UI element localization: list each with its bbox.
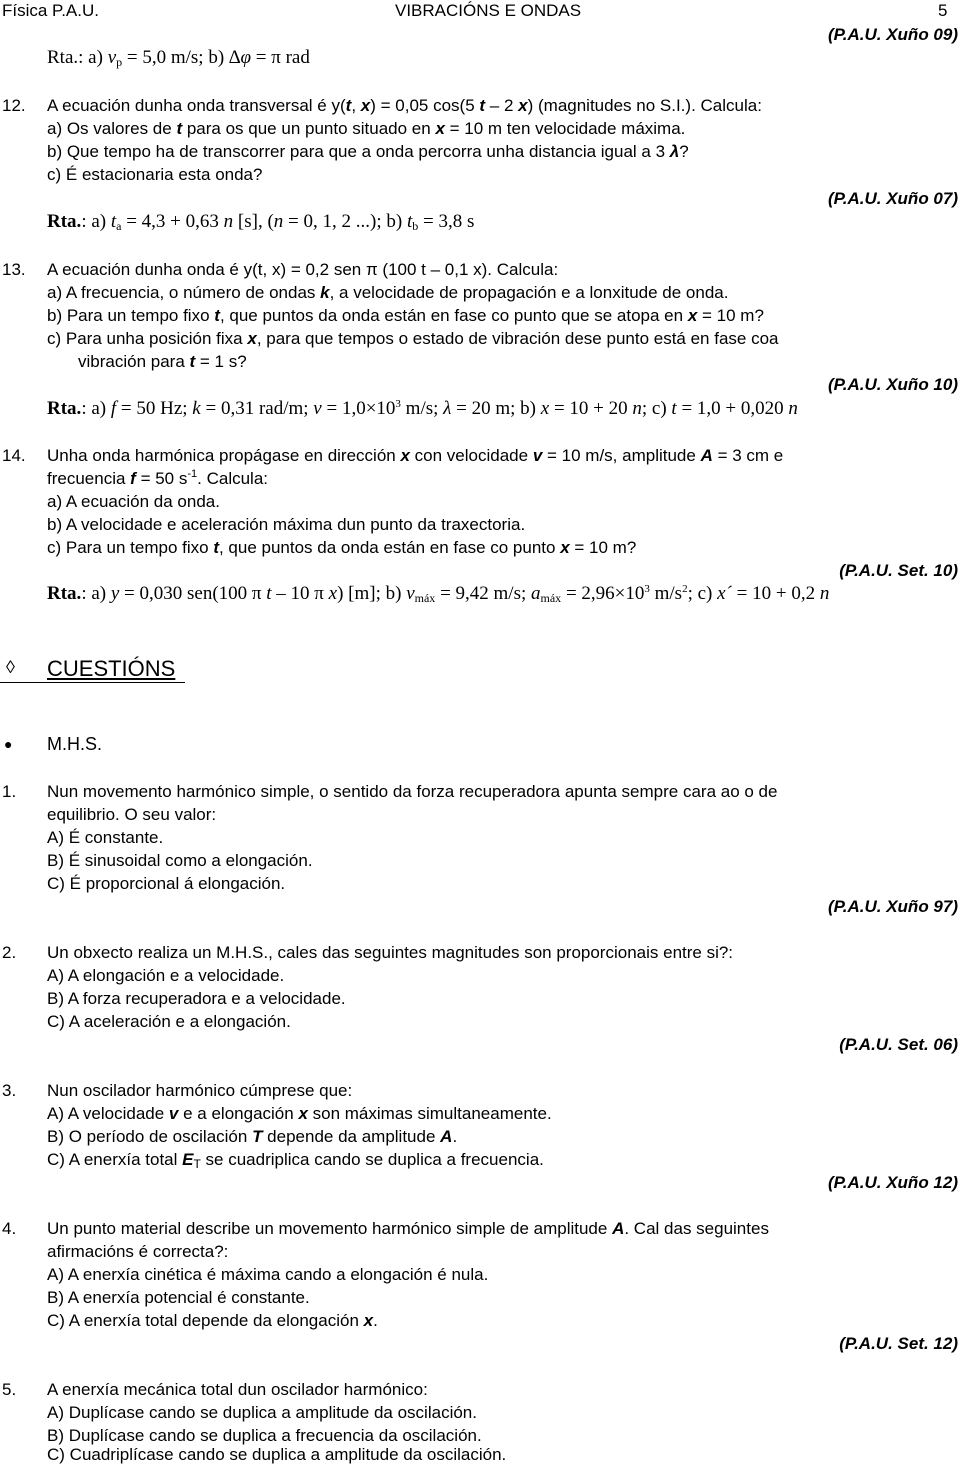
answer-q11: Rta.: a) $v_p = 5,0$ m/s; b) ∆φ = π rad xyxy=(47,47,310,69)
c4-statement: Un punto material describe un movemento harmónico simple de amplitude A. Cal das seguintes xyxy=(47,1219,769,1238)
q14-statement-cont: frecuencia f = 50 $s^{-1}$. Calcula: xyxy=(47,468,269,488)
source-c1: (P.A.U. Xuño 97) xyxy=(827,897,958,916)
header-left: Física P.A.U. xyxy=(2,1,99,20)
q12-part-c: c) É estacionaria esta onda? xyxy=(47,165,263,184)
header-center: VIBRACIÓNS E ONDAS xyxy=(395,1,582,20)
source-q11: (P.A.U. Xuño 09) xyxy=(827,25,958,44)
c3-option-c: C) A enerxía total $E_T$ se cuadriplica cando se duplica a frecuencia. xyxy=(47,1150,544,1171)
c5-statement: A enerxía mecánica total dun oscilador harmónico: xyxy=(47,1380,428,1399)
answer-q12: Rta.: a) $t_a = 4,3 + 0,63$ n [s], (n = 0, 1, 2 ...); b) $t_b = 3,8$ s xyxy=(47,211,475,233)
q13-statement: A ecuación dunha onda é y(t, x) = 0,2 sen π (100 t – 0,1 x). Calcula: xyxy=(47,260,559,279)
cuestions-title: CUESTIÓNS xyxy=(47,656,176,681)
c2-number: 2. xyxy=(2,943,17,962)
source-q14: (P.A.U. Set. 10) xyxy=(839,561,958,580)
c2-option-b: B) A forza recuperadora e a velocidade. xyxy=(47,989,346,1008)
c5-option-c: C) Cuadriplícase cando se duplica a amplitude da oscilación. xyxy=(47,1445,507,1464)
source-c4: (P.A.U. Set. 12) xyxy=(839,1334,958,1353)
c3-option-b: B) O período de oscilación T depende da amplitude A. xyxy=(47,1127,458,1146)
c2-option-a: A) A elongación e a velocidade. xyxy=(47,966,285,985)
q12-statement: A ecuación dunha onda transversal é y(t, x) = 0,05 cos(5 t – 2 x) (magnitudes no S.I.). Calcula: xyxy=(47,96,762,115)
c4-statement-cont: afirmacións é correcta?: xyxy=(47,1242,229,1261)
q13-part-a: a) A frecuencia, o número de ondas k, a velocidade de propagación e a lonxitude de onda. xyxy=(47,283,729,302)
q12-part-b: b) Que tempo ha de transcorrer para que a onda percorra unha distancia igual a 3 λ? xyxy=(47,142,689,161)
q12-part-a: a) Os valores de t para os que un punto situado en x = 10 m ten velocidade máxima. xyxy=(47,119,686,138)
c5-option-b: B) Duplícase cando se duplica a frecuencia da oscilación. xyxy=(47,1426,482,1445)
c4-option-b: B) A enerxía potencial é constante. xyxy=(47,1288,310,1307)
q13-part-c: c) Para unha posición fixa x, para que tempos o estado de vibración dese punto está en fase coa xyxy=(47,329,779,348)
q13-part-b: b) Para un tempo fixo t, que puntos da onda están en fase co punto que se atopa en x = 10 m? xyxy=(47,306,764,325)
q14-part-a: a) A ecuación da onda. xyxy=(47,492,220,511)
c1-option-b: B) É sinusoidal como a elongación. xyxy=(47,851,313,870)
cuestions-heading xyxy=(0,656,185,683)
answer-q13: Rta.: a) f = 50 Hz; k = 0,31 rad/m; $v = 1,0\times 10^3$ m/s; λ = 20 m; b) x = 10 + 20 n; c) t = 1,0 + 0,020 n xyxy=(47,398,798,419)
c4-option-a: A) A enerxía cinética é máxima cando a elongación é nula. xyxy=(47,1265,489,1284)
q14-number: 14. xyxy=(2,446,26,465)
c1-statement: Nun movemento harmónico simple, o sentido da forza recuperadora apunta sempre cara ao o de xyxy=(47,782,778,801)
c3-number: 3. xyxy=(2,1081,17,1100)
page-number: 5 xyxy=(938,1,948,20)
bullet-icon: ● xyxy=(4,736,13,752)
answer-q14: Rta.: a) y = 0,030 sen(100 π t – 10 π x) [m]; b) $v_{máx} = 9,42$ m/s; $a_{máx} = 2,96\times 10^3$ $m/s^2$; c) x´ = 10 + 0,2 n xyxy=(47,583,830,605)
q14-statement: Unha onda harmónica propágase en dirección x con velocidade v = 10 m/s, amplitude A = 3 cm e xyxy=(47,446,784,465)
c5-number: 5. xyxy=(2,1380,17,1399)
q14-part-c: c) Para un tempo fixo t, que puntos da onda están en fase co punto x = 10 m? xyxy=(47,538,637,557)
c1-statement-cont: equilibrio. O seu valor: xyxy=(47,805,217,824)
c3-option-a: A) A velocidade v e a elongación x son máximas simultaneamente. xyxy=(47,1104,552,1123)
c1-number: 1. xyxy=(2,782,17,801)
c1-option-a: A) É constante. xyxy=(47,828,164,847)
source-c2: (P.A.U. Set. 06) xyxy=(839,1035,958,1054)
q13-part-c-cont: vibración para t = 1 s? xyxy=(78,352,247,371)
source-c3: (P.A.U. Xuño 12) xyxy=(827,1173,958,1192)
c1-option-c: C) É proporcional á elongación. xyxy=(47,874,286,893)
q14-part-b: b) A velocidade e aceleración máxima dun punto da traxectoria. xyxy=(47,515,526,534)
diamond-icon: ◊ xyxy=(6,657,15,677)
c5-option-a: A) Duplícase cando se duplica a amplitude da oscilación. xyxy=(47,1403,477,1422)
q12-number: 12. xyxy=(2,96,26,115)
c4-option-c: C) A enerxía total depende da elongación x. xyxy=(47,1311,378,1330)
source-q12: (P.A.U. Xuño 07) xyxy=(827,189,958,208)
c3-statement: Nun oscilador harmónico cúmprese que: xyxy=(47,1081,353,1100)
c2-statement: Un obxecto realiza un M.H.S., cales das seguintes magnitudes son proporcionais entre si?: xyxy=(47,943,734,962)
mhs-title: M.H.S. xyxy=(47,734,103,754)
c4-number: 4. xyxy=(2,1219,17,1238)
source-q13: (P.A.U. Xuño 10) xyxy=(827,375,958,394)
c2-option-c: C) A aceleración e a elongación. xyxy=(47,1012,291,1031)
q13-number: 13. xyxy=(2,260,26,279)
